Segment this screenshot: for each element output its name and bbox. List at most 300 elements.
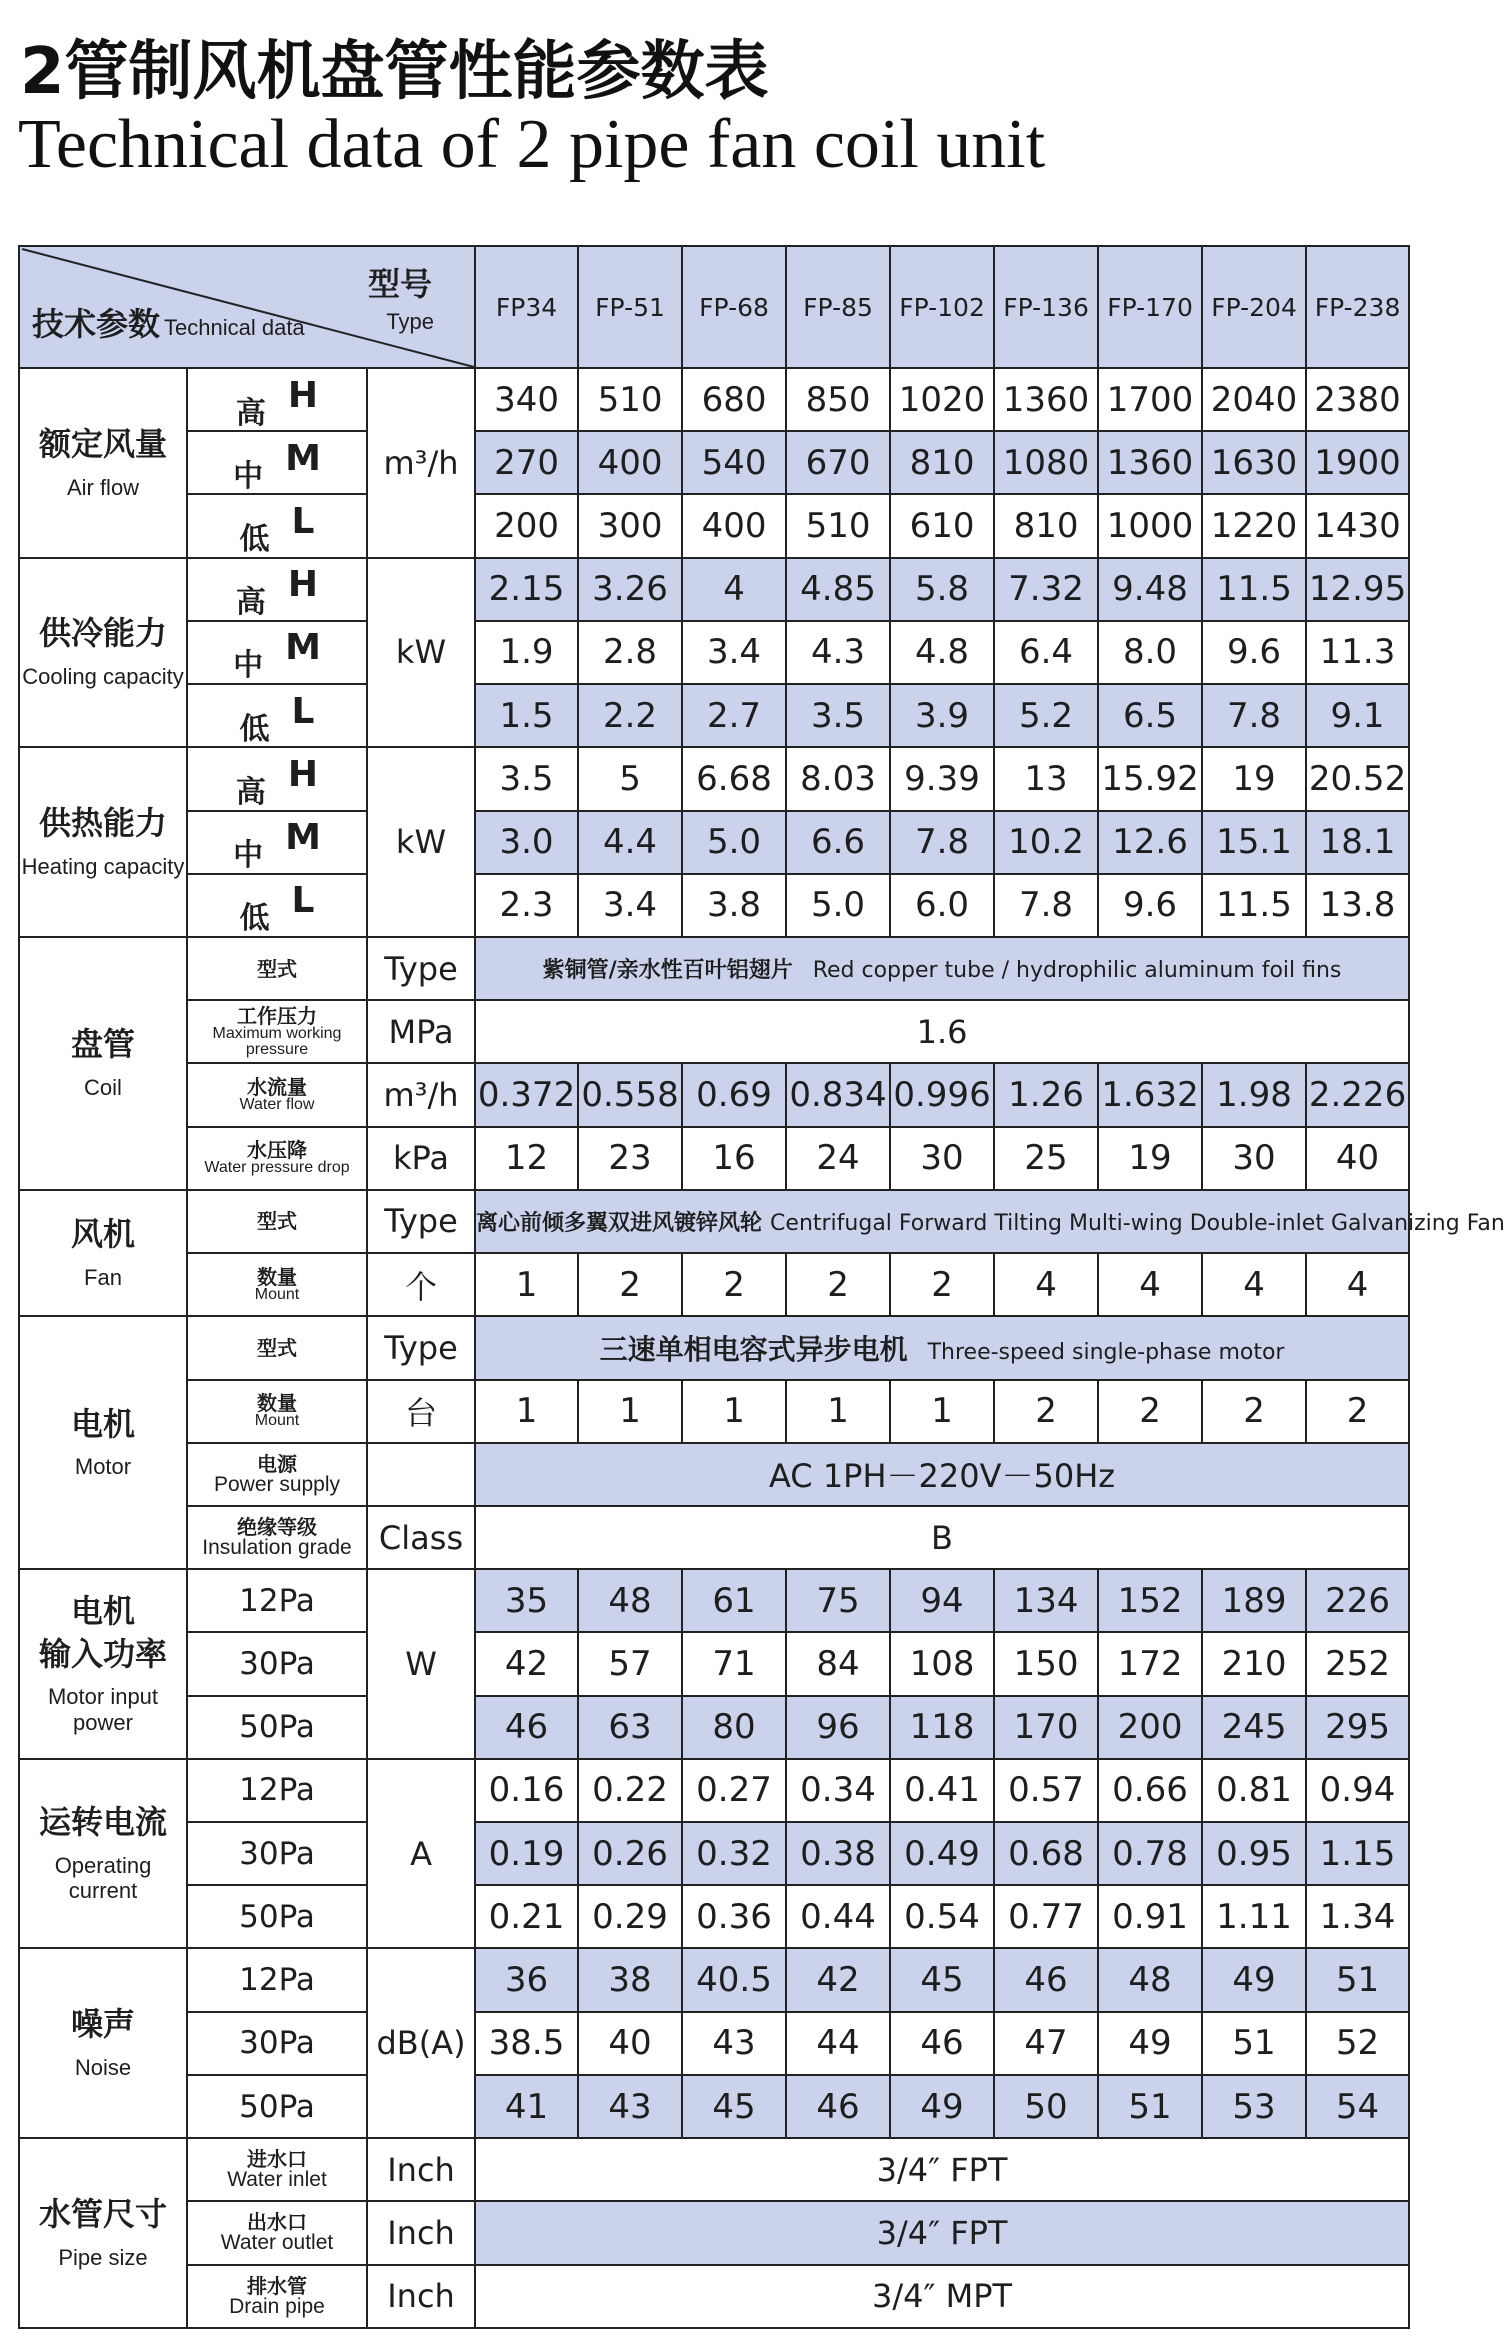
value-cell: 3.9 [890, 684, 994, 747]
value-cell: 5 [578, 747, 682, 810]
unit-cell: m³/h [367, 368, 475, 558]
value-cell: 0.49 [890, 1822, 994, 1885]
model-header: FP34 [475, 246, 578, 368]
value-cell: 0.29 [578, 1885, 682, 1948]
value-cell: 0.41 [890, 1759, 994, 1822]
value-cell: 1.15 [1306, 1822, 1409, 1885]
value-cell: 1220 [1202, 494, 1306, 557]
value-cell: 0.26 [578, 1822, 682, 1885]
category-en: Operating current [54, 1852, 152, 1904]
value-cell: 0.94 [1306, 1759, 1409, 1822]
category-pipe [19, 2138, 187, 2328]
table-row [19, 368, 1409, 431]
table-row [19, 1000, 1409, 1063]
value-en: Centrifugal Forward Tilting Multi-wing Double-inlet Galvanizing Fan [770, 1210, 1505, 1236]
value-cell: 46 [475, 1696, 578, 1759]
table-row [19, 1506, 1409, 1569]
value-cell: 6.4 [994, 621, 1098, 684]
value-cell: 48 [1098, 1948, 1202, 2011]
value-cell: 118 [890, 1696, 994, 1759]
category-cn: 供冷能力 [38, 614, 167, 653]
category-airflow [19, 368, 187, 558]
value-cell: 7.8 [1202, 684, 1306, 747]
value-cell: 150 [994, 1632, 1098, 1695]
value-cell: 54 [1306, 2075, 1409, 2138]
value-cell: 11.5 [1202, 874, 1306, 937]
level-label [187, 684, 367, 747]
level-en: M [285, 437, 321, 479]
table-row [19, 874, 1409, 937]
value-cell: 2.7 [682, 684, 786, 747]
level-en: M [285, 627, 321, 669]
value-cell: 51 [1098, 2075, 1202, 2138]
value-cell: 46 [890, 2012, 994, 2075]
value-cell: 1.98 [1202, 1063, 1306, 1126]
value-cell: 189 [1202, 1569, 1306, 1632]
table-row [19, 2138, 1409, 2201]
level-en: H [287, 374, 319, 416]
category-en: Coil [84, 1075, 122, 1101]
value-cell: 0.68 [994, 1822, 1098, 1885]
value-cell: 9.39 [890, 747, 994, 810]
value-cell: 1 [578, 1380, 682, 1443]
table-row [19, 747, 1409, 810]
value-cell: 340 [475, 368, 578, 431]
model-header: FP-204 [1202, 246, 1306, 368]
value-cell: 10.2 [994, 811, 1098, 874]
value-cell: 7.8 [890, 811, 994, 874]
value-cell: 1.632 [1098, 1063, 1202, 1126]
motor-mount-label [187, 1380, 367, 1443]
table-row [19, 1948, 1409, 2011]
value-cell: 1360 [994, 368, 1098, 431]
level-cn: 高 [235, 395, 266, 431]
level-en: H [287, 753, 319, 795]
header-corner [19, 246, 475, 368]
model-header: FP-102 [890, 246, 994, 368]
value-cell: 1.34 [1306, 1885, 1409, 1948]
motor-power-label [187, 1443, 367, 1506]
category-cn: 额定风量 [38, 424, 167, 463]
unit-cell: m³/h [367, 1063, 475, 1126]
value-cell: 0.834 [786, 1063, 890, 1126]
sub-label-en: Maximum working pressure [212, 1024, 342, 1058]
category-fan [19, 1190, 187, 1316]
pressure-label: 30Pa [187, 1822, 367, 1885]
sub-label-en: Water pressure drop [204, 1159, 350, 1177]
value-cell: 57 [578, 1632, 682, 1695]
value-cell: 2.226 [1306, 1063, 1409, 1126]
value-cell: 71 [682, 1632, 786, 1695]
value-cell: 1630 [1202, 431, 1306, 494]
value-cell: 45 [890, 1948, 994, 2011]
value-cell: 46 [786, 2075, 890, 2138]
value-cell: 96 [786, 1696, 890, 1759]
spec-table [18, 245, 1505, 2329]
value-cell: 0.69 [682, 1063, 786, 1126]
value-cell: 3.26 [578, 558, 682, 621]
level-label [187, 558, 367, 621]
value-cell: 48 [578, 1569, 682, 1632]
pressure-label: 50Pa [187, 2075, 367, 2138]
value-cell: 0.77 [994, 1885, 1098, 1948]
tech-label-en: Technical data [164, 315, 305, 340]
value-cell: 16 [682, 1127, 786, 1190]
pressure-label: 50Pa [187, 1696, 367, 1759]
level-label [187, 431, 367, 494]
level-cn: 中 [233, 838, 264, 874]
value-cell: 0.91 [1098, 1885, 1202, 1948]
sub-label-cn: 水流量 [247, 1075, 307, 1100]
value-cell: 43 [578, 2075, 682, 2138]
table-row [19, 1632, 1409, 1695]
value-cell: 510 [786, 494, 890, 557]
value-cell: 75 [786, 1569, 890, 1632]
table-row [19, 2201, 1409, 2264]
category-en: Motor [74, 1454, 132, 1480]
value-en: Three-speed single-phase motor [927, 1339, 1285, 1365]
value-cell: 51 [1202, 2012, 1306, 2075]
value-cell: 5.2 [994, 684, 1098, 747]
unit-cell: Inch [367, 2265, 475, 2328]
category-cn: 运转电流 [38, 1802, 167, 1841]
value-cell: 30 [1202, 1127, 1306, 1190]
value-cell: 4.3 [786, 621, 890, 684]
value-cell: 4 [994, 1253, 1098, 1316]
value-cell: 1900 [1306, 431, 1409, 494]
value-cell: 6.68 [682, 747, 786, 810]
category-en: Pipe size [58, 2244, 148, 2270]
value-cell: 3.0 [475, 811, 578, 874]
value-cell: 226 [1306, 1569, 1409, 1632]
value-cell: 2 [786, 1253, 890, 1316]
level-en: M [285, 817, 321, 859]
motor-insulation-value: B [475, 1506, 1409, 1569]
unit-cell: 个 [367, 1253, 475, 1316]
category-coil [19, 937, 187, 1190]
level-cn: 低 [239, 901, 270, 937]
value-cell: 4.8 [890, 621, 994, 684]
category-cn: 噪声 [70, 2005, 135, 2044]
value-cell: 15.1 [1202, 811, 1306, 874]
model-header: FP-51 [578, 246, 682, 368]
value-cell: 170 [994, 1696, 1098, 1759]
value-cell: 210 [1202, 1632, 1306, 1695]
value-cell: 30 [890, 1127, 994, 1190]
value-cell: 134 [994, 1569, 1098, 1632]
value-cell: 23 [578, 1127, 682, 1190]
level-cn: 高 [235, 585, 266, 621]
value-cell: 295 [1306, 1696, 1409, 1759]
level-cn: 低 [239, 522, 270, 558]
level-label [187, 621, 367, 684]
value-cell: 1430 [1306, 494, 1409, 557]
value-cell: 49 [890, 2075, 994, 2138]
value-cell: 2.3 [475, 874, 578, 937]
unit-cell: Type [367, 937, 475, 1000]
sub-label-cn: 绝缘等级 [237, 1515, 317, 1540]
category-current [19, 1759, 187, 1949]
category-cn: 盘管 [70, 1025, 135, 1064]
sub-label-cn: 工作压力 [237, 1003, 317, 1028]
value-cell: 44 [786, 2012, 890, 2075]
table-row [19, 431, 1409, 494]
category-cn-2: 输入功率 [38, 1634, 167, 1673]
value-cell: 1 [475, 1380, 578, 1443]
unit-cell: kPa [367, 1127, 475, 1190]
value-cell: 15.92 [1098, 747, 1202, 810]
sub-label-cn: 数量 [257, 1264, 297, 1289]
value-cell: 172 [1098, 1632, 1202, 1695]
value-cell: 5.8 [890, 558, 994, 621]
value-cell: 0.57 [994, 1759, 1098, 1822]
coil-drop-label [187, 1127, 367, 1190]
pipe-inlet-label [187, 2138, 367, 2201]
category-cn: 水管尺寸 [38, 2194, 167, 2233]
value-cell: 252 [1306, 1632, 1409, 1695]
value-cell: 2380 [1306, 368, 1409, 431]
pipe-outlet-label [187, 2201, 367, 2264]
value-cell: 3.4 [682, 621, 786, 684]
unit-cell: Inch [367, 2201, 475, 2264]
pipe-outlet-value: 3/4″ FPT [475, 2201, 1409, 2264]
value-cell: 2 [1306, 1380, 1409, 1443]
category-cn: 电机 [70, 1404, 135, 1443]
value-cell: 270 [475, 431, 578, 494]
value-cell: 4 [1306, 1253, 1409, 1316]
value-cell: 108 [890, 1632, 994, 1695]
value-cell: 5.0 [786, 874, 890, 937]
value-cell: 24 [786, 1127, 890, 1190]
fan-mount-label [187, 1253, 367, 1316]
value-cell: 11.5 [1202, 558, 1306, 621]
value-cell: 0.81 [1202, 1759, 1306, 1822]
model-header: FP-170 [1098, 246, 1202, 368]
page-title-en: Technical data of 2 pipe fan coil unit [18, 106, 1046, 183]
category-noise [19, 1948, 187, 2138]
value-cell: 12.6 [1098, 811, 1202, 874]
value-cell: 6.6 [786, 811, 890, 874]
category-cn: 风机 [70, 1215, 135, 1254]
category-cooling [19, 558, 187, 748]
value-cell: 9.1 [1306, 684, 1409, 747]
value-cell: 0.19 [475, 1822, 578, 1885]
value-cell: 0.66 [1098, 1759, 1202, 1822]
pressure-label: 12Pa [187, 1948, 367, 2011]
value-cell: 1 [786, 1380, 890, 1443]
unit-cell: A [367, 1759, 475, 1949]
fan-type-label [187, 1190, 367, 1253]
value-cell: 40 [1306, 1127, 1409, 1190]
level-en: H [287, 564, 319, 606]
table-row [19, 1063, 1409, 1126]
value-cell: 2 [578, 1253, 682, 1316]
table-row [19, 1190, 1409, 1253]
table-row [19, 684, 1409, 747]
value-cell: 4 [682, 558, 786, 621]
pressure-label: 12Pa [187, 1759, 367, 1822]
sub-label-cn: 数量 [257, 1391, 297, 1416]
sub-label-cn: 水压降 [247, 1138, 307, 1163]
category-motor [19, 1316, 187, 1569]
level-en: L [291, 880, 315, 922]
level-cn: 低 [239, 711, 270, 747]
table-row [19, 1380, 1409, 1443]
value-cell: 1.9 [475, 621, 578, 684]
level-cn: 高 [235, 774, 266, 810]
pipe-drain-value: 3/4″ MPT [475, 2265, 1409, 2328]
value-cell: 11.3 [1306, 621, 1409, 684]
coil-flow-label [187, 1063, 367, 1126]
value-cell: 0.54 [890, 1885, 994, 1948]
value-cell: 0.34 [786, 1759, 890, 1822]
table-row [19, 621, 1409, 684]
value-cell: 810 [994, 494, 1098, 557]
value-cell: 7.8 [994, 874, 1098, 937]
unit-cell: Type [367, 1316, 475, 1379]
level-label [187, 747, 367, 810]
category-heating [19, 747, 187, 937]
table-row [19, 1759, 1409, 1822]
value-cell: 4 [1202, 1253, 1306, 1316]
value-cell: 7.32 [994, 558, 1098, 621]
value-cell: 1080 [994, 431, 1098, 494]
sub-label-cn: 电源 [257, 1451, 297, 1476]
value-cell: 680 [682, 368, 786, 431]
level-cn: 中 [233, 458, 264, 494]
value-cell: 200 [1098, 1696, 1202, 1759]
unit-cell: 台 [367, 1380, 475, 1443]
value-cn: 紫铜管/亲水性百叶铝翅片 [542, 958, 793, 984]
category-motor_input [19, 1569, 187, 1759]
value-cell: 0.558 [578, 1063, 682, 1126]
value-cell: 0.21 [475, 1885, 578, 1948]
value-cell: 400 [682, 494, 786, 557]
value-cell: 41 [475, 2075, 578, 2138]
value-cell: 49 [1202, 1948, 1306, 2011]
value-cell: 1360 [1098, 431, 1202, 494]
value-cell: 0.27 [682, 1759, 786, 1822]
value-cell: 52 [1306, 2012, 1409, 2075]
value-cell: 42 [786, 1948, 890, 2011]
value-cell: 61 [682, 1569, 786, 1632]
value-cell: 0.996 [890, 1063, 994, 1126]
pipe-drain-label [187, 2265, 367, 2328]
value-cell: 42 [475, 1632, 578, 1695]
value-cell: 3.5 [786, 684, 890, 747]
table-row [19, 558, 1409, 621]
value-cell: 0.22 [578, 1759, 682, 1822]
category-en: Fan [84, 1264, 122, 1290]
model-header: FP-238 [1306, 246, 1409, 368]
value-cell: 12.95 [1306, 558, 1409, 621]
model-header: FP-136 [994, 246, 1098, 368]
value-cn: 三速单相电容式异步电机 [599, 1332, 908, 1366]
category-en: Air flow [66, 474, 140, 500]
table-row [19, 1253, 1409, 1316]
value-cell: 3.8 [682, 874, 786, 937]
category-en: Heating capacity [21, 853, 185, 879]
value-cell: 0.95 [1202, 1822, 1306, 1885]
value-cell: 18.1 [1306, 811, 1409, 874]
value-cell: 84 [786, 1632, 890, 1695]
type-label-cn: 型号 [368, 265, 433, 303]
value-cell: 1700 [1098, 368, 1202, 431]
value-cell: 540 [682, 431, 786, 494]
value-cell: 46 [994, 1948, 1098, 2011]
unit-cell: kW [367, 558, 475, 748]
value-cell: 1.11 [1202, 1885, 1306, 1948]
value-cell: 2 [1098, 1380, 1202, 1443]
value-cell: 19 [1202, 747, 1306, 810]
unit-cell: Class [367, 1506, 475, 1569]
motor-type-value [475, 1316, 1409, 1379]
value-cell: 47 [994, 2012, 1098, 2075]
value-cell: 1.5 [475, 684, 578, 747]
sub-label-en: Insulation grade [202, 1536, 352, 1560]
value-cell: 43 [682, 2012, 786, 2075]
level-cn: 中 [233, 648, 264, 684]
value-cell: 2.15 [475, 558, 578, 621]
level-label [187, 874, 367, 937]
value-cell: 200 [475, 494, 578, 557]
value-cell: 1000 [1098, 494, 1202, 557]
level-label [187, 368, 367, 431]
category-cn: 电机 [70, 1591, 135, 1630]
unit-cell: dB(A) [367, 1948, 475, 2138]
value-cell: 2.2 [578, 684, 682, 747]
unit-cell-empty [367, 1443, 475, 1506]
value-cell: 51 [1306, 1948, 1409, 2011]
level-label [187, 494, 367, 557]
table-row [19, 2265, 1409, 2328]
value-cell: 1.26 [994, 1063, 1098, 1126]
category-en: Cooling capacity [22, 664, 184, 690]
level-label [187, 811, 367, 874]
sub-label-cn: 型式 [257, 1335, 297, 1360]
level-en: L [291, 501, 315, 543]
value-cell: 810 [890, 431, 994, 494]
value-cell: 50 [994, 2075, 1098, 2138]
value-cell: 8.0 [1098, 621, 1202, 684]
value-cell: 38 [578, 1948, 682, 2011]
level-en: L [291, 690, 315, 732]
type-label-en: Type [386, 309, 435, 334]
value-cell: 9.48 [1098, 558, 1202, 621]
sub-label-cn: 排水管 [247, 2273, 307, 2298]
sub-label-en: Power supply [213, 1472, 341, 1496]
pressure-label: 50Pa [187, 1885, 367, 1948]
unit-cell: Inch [367, 2138, 475, 2201]
value-cell: 0.32 [682, 1822, 786, 1885]
coil-type-value [475, 937, 1409, 1000]
value-cell: 63 [578, 1696, 682, 1759]
category-cn: 供热能力 [38, 804, 167, 843]
sub-label-en: Water outlet [220, 2231, 334, 2255]
value-cell: 510 [578, 368, 682, 431]
value-cell: 1020 [890, 368, 994, 431]
value-cell: 38.5 [475, 2012, 578, 2075]
value-cell: 9.6 [1098, 874, 1202, 937]
value-cell: 1 [890, 1380, 994, 1443]
sub-label-en: Mount [254, 1412, 300, 1430]
value-cell: 152 [1098, 1569, 1202, 1632]
table-row [19, 1569, 1409, 1632]
unit-cell: W [367, 1569, 475, 1759]
pressure-label: 30Pa [187, 2012, 367, 2075]
table-row [19, 2012, 1409, 2075]
sub-label-en: Water flow [239, 1096, 315, 1114]
